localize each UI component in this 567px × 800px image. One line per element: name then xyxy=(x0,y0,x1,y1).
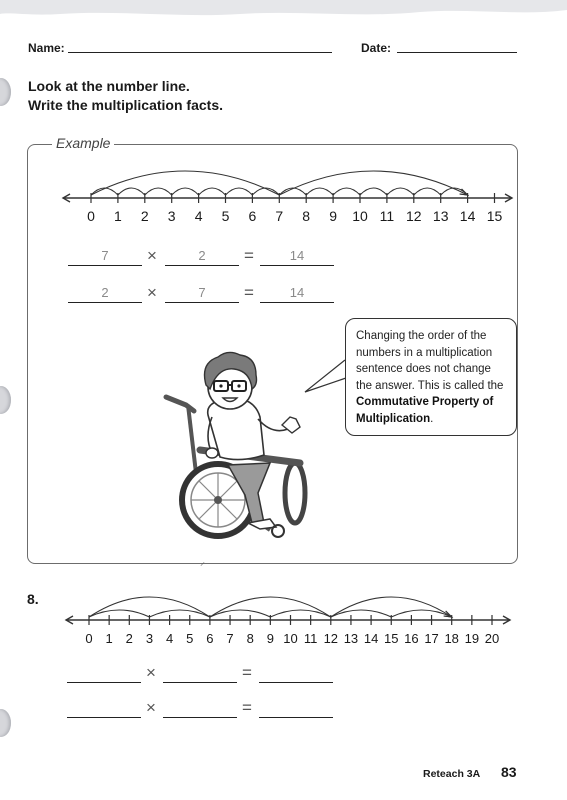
instruction-line-2: Write the multiplication facts. xyxy=(28,97,223,113)
example-label: Example xyxy=(52,135,114,151)
example-factor-a-blank-value: 7 xyxy=(101,248,109,263)
problem-line-tick-label: 8 xyxy=(246,631,254,646)
footer-label: Reteach 3A xyxy=(423,768,481,780)
example-product-blank-value: 14 xyxy=(289,285,305,300)
problem-equals-sign: = xyxy=(242,663,252,682)
problem-number: 8. xyxy=(27,591,39,607)
example-times-sign: × xyxy=(147,246,157,265)
example-factor-b-blank[interactable] xyxy=(165,247,239,266)
example-product-blank[interactable] xyxy=(260,284,334,303)
example-factor-b-blank-value: 2 xyxy=(198,248,206,263)
problem-line-tick-label: 0 xyxy=(85,631,93,646)
example-line-small-jump xyxy=(360,188,387,195)
problem-line-big-jump xyxy=(210,597,331,617)
example-fact-row xyxy=(0,284,567,304)
pencil-mark: ⸝ xyxy=(200,557,205,568)
page-top-edge xyxy=(0,0,567,26)
example-line-small-jump xyxy=(172,188,199,195)
example-line-tick-label: 3 xyxy=(167,208,176,224)
problem-factor-a-blank[interactable] xyxy=(67,664,141,683)
example-line-small-jump xyxy=(333,188,360,195)
problem-fact-row xyxy=(0,699,567,719)
bubble-text: Changing the order of the numbers in a multiplication sentence does not change the answer. This is called the xyxy=(356,330,504,392)
problem-line-tick-label: 10 xyxy=(283,631,298,646)
example-line-tick-label: 14 xyxy=(459,208,476,224)
problem-line-tick-label: 17 xyxy=(424,631,439,646)
example-line-tick-label: 11 xyxy=(379,208,395,224)
example-product-blank-value: 14 xyxy=(289,248,305,263)
problem-line-tick-label: 14 xyxy=(363,631,379,646)
problem-line-tick-label: 5 xyxy=(186,631,194,646)
example-line-tick-label: 0 xyxy=(87,208,95,224)
example-line-small-jump xyxy=(199,188,226,195)
example-line-small-jump xyxy=(145,188,172,195)
example-line-tick-label: 6 xyxy=(248,208,257,224)
example-factor-b-blank[interactable] xyxy=(165,284,239,303)
problem-line-big-jump xyxy=(331,597,452,617)
problem-line-tick-label: 19 xyxy=(464,631,480,646)
binder-hole-middle xyxy=(0,386,11,414)
example-line-small-jump xyxy=(226,188,253,195)
problem-line-tick-label: 9 xyxy=(266,631,274,646)
date-field[interactable] xyxy=(397,52,517,53)
problem-times-sign: × xyxy=(146,698,156,717)
problem-line-tick-label: 6 xyxy=(206,631,214,646)
example-factor-b-blank-value: 7 xyxy=(198,285,206,300)
problem-line-tick-label: 11 xyxy=(303,631,318,646)
problem-number-line xyxy=(0,580,567,650)
problem-line-tick-label: 13 xyxy=(343,631,359,646)
problem-factor-b-blank[interactable] xyxy=(163,699,237,718)
problem-product-blank[interactable] xyxy=(259,699,333,718)
example-line-tick-label: 7 xyxy=(275,208,284,224)
example-factor-a-blank[interactable] xyxy=(68,247,142,266)
example-line-small-jump xyxy=(118,188,145,195)
example-line-tick-label: 10 xyxy=(352,208,368,224)
example-line-tick-label: 2 xyxy=(140,208,149,224)
problem-line-tick-label: 1 xyxy=(105,631,113,646)
example-factor-a-blank-value: 2 xyxy=(101,285,109,300)
example-line-tick-label: 12 xyxy=(406,208,422,224)
problem-line-tick-label: 12 xyxy=(323,631,339,646)
example-line-tick-label: 1 xyxy=(114,208,122,224)
example-line-tick-label: 9 xyxy=(329,208,337,224)
instruction-line-1: Look at the number line. xyxy=(28,78,190,94)
problem-line-tick-label: 18 xyxy=(444,631,459,646)
example-line-small-jump xyxy=(387,188,414,195)
name-label: Name: xyxy=(28,41,65,55)
problem-line-tick-label: 20 xyxy=(484,631,500,646)
speech-bubble xyxy=(345,318,517,436)
example-factor-a-blank[interactable] xyxy=(68,284,142,303)
problem-line-tick-label: 16 xyxy=(404,631,419,646)
bubble-bold-term: Commutative Property of Multiplication xyxy=(356,396,494,425)
example-fact-row xyxy=(0,247,567,267)
example-equals-sign: = xyxy=(244,283,254,302)
problem-fact-row xyxy=(0,664,567,684)
example-line-tick-label: 4 xyxy=(194,208,203,224)
name-field[interactable] xyxy=(68,52,332,53)
example-line-tick-label: 15 xyxy=(486,208,503,224)
problem-line-tick-label: 3 xyxy=(145,631,154,646)
example-line-tick-label: 5 xyxy=(221,208,230,224)
bubble-end: . xyxy=(430,412,434,425)
problem-line-tick-label: 15 xyxy=(384,631,399,646)
problem-line-tick-label: 4 xyxy=(165,631,174,646)
example-line-big-jump xyxy=(91,171,279,195)
example-times-sign: × xyxy=(147,283,157,302)
example-line-tick-label: 8 xyxy=(302,208,311,224)
binder-hole-top xyxy=(0,78,11,106)
problem-factor-b-blank[interactable] xyxy=(163,664,237,683)
date-label: Date: xyxy=(361,41,392,55)
problem-factor-a-blank[interactable] xyxy=(67,699,141,718)
problem-equals-sign: = xyxy=(242,698,252,717)
page-number: 83 xyxy=(501,764,517,780)
example-product-blank[interactable] xyxy=(260,247,334,266)
child-in-wheelchair-illustration xyxy=(160,345,320,550)
instructions xyxy=(28,77,223,115)
problem-line-tick-label: 2 xyxy=(125,631,133,646)
example-line-big-jump xyxy=(279,171,467,195)
example-number-line xyxy=(0,150,567,230)
problem-product-blank[interactable] xyxy=(259,664,333,683)
problem-times-sign: × xyxy=(146,663,156,682)
example-line-small-jump xyxy=(414,188,441,195)
example-line-tick-label: 13 xyxy=(432,208,449,224)
problem-line-big-jump xyxy=(89,597,210,617)
example-equals-sign: = xyxy=(244,246,254,265)
example-line-small-jump xyxy=(306,188,333,195)
problem-line-tick-label: 7 xyxy=(226,631,234,646)
